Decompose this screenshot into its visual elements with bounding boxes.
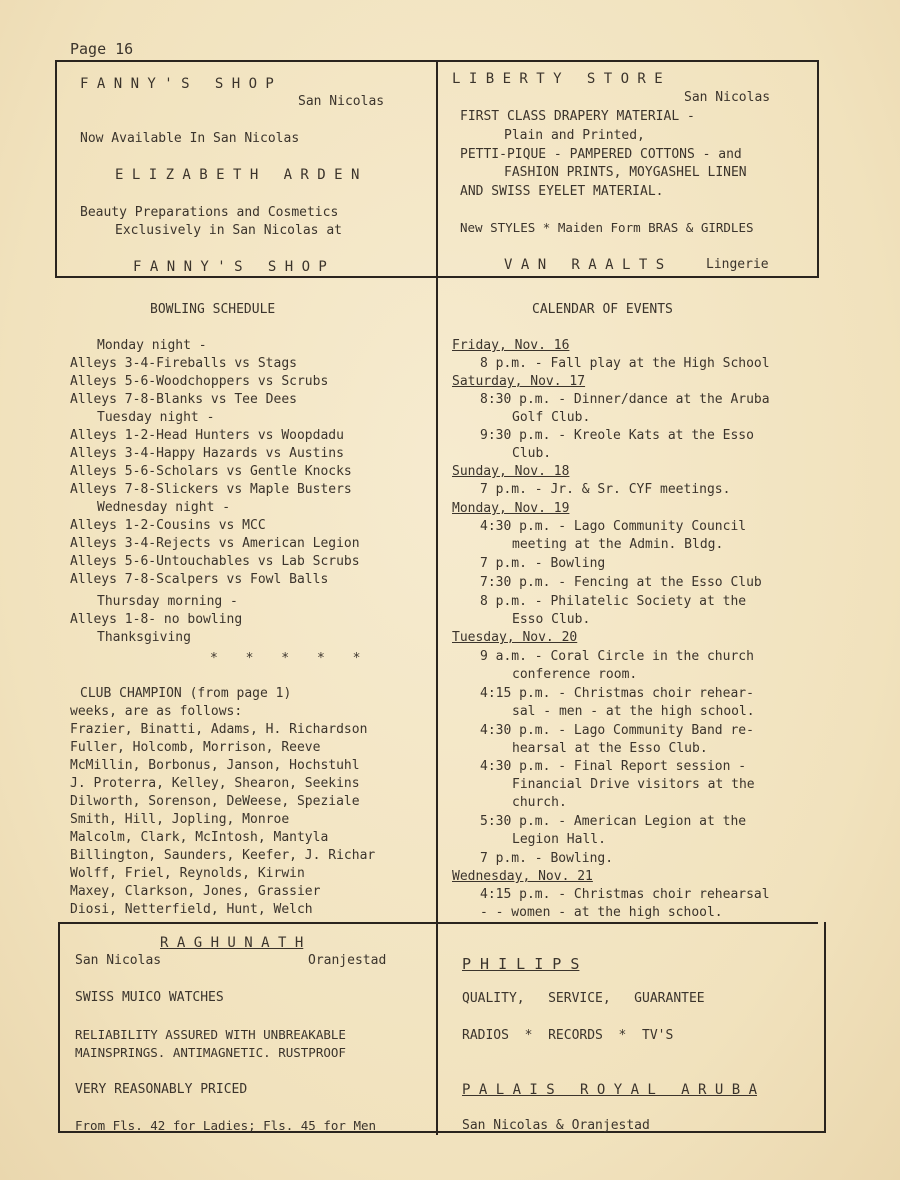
ad-text: New STYLES * Maiden Form BRAS & GIRDLES	[460, 220, 754, 235]
ad-location-left: San Nicolas	[75, 953, 162, 968]
calendar-event: 4:15 p.m. - Christmas choir rehearsal	[480, 887, 770, 902]
bottom-ads-left	[58, 922, 60, 1132]
ad-footer-item: Lingerie	[706, 257, 769, 272]
section-title: CALENDAR OF EVENTS	[532, 302, 673, 317]
calendar-event: 4:30 p.m. - Final Report session -	[480, 759, 747, 774]
calendar-date: Tuesday, Nov. 20	[452, 630, 578, 645]
calendar-event: Club.	[512, 446, 552, 461]
club-line: weeks, are as follows:	[70, 704, 243, 719]
bottom-ads-top	[58, 922, 818, 924]
club-line: Wolff, Friel, Reynolds, Kirwin	[70, 866, 305, 881]
ad-text: VERY REASONABLY PRICED	[75, 1082, 248, 1097]
calendar-event: 7 p.m. - Bowling.	[480, 851, 614, 866]
calendar-event: 4:30 p.m. - Lago Community Band re-	[480, 723, 754, 738]
club-line: Maxey, Clarkson, Jones, Grassier	[70, 884, 321, 899]
schedule-line: Alleys 7-8-Scalpers vs Fowl Balls	[70, 572, 329, 587]
calendar-event: conference room.	[512, 667, 638, 682]
ad-text: SWISS MUICO WATCHES	[75, 990, 224, 1005]
calendar-date: Friday, Nov. 16	[452, 338, 570, 353]
club-line: McMillin, Borbonus, Janson, Hochstuhl	[70, 758, 360, 773]
ad-brand: P A L A I S R O Y A L A R U B A	[462, 1082, 758, 1098]
club-line: Diosi, Netterfield, Hunt, Welch	[70, 902, 313, 917]
ad-title: P H I L I P S	[462, 955, 580, 973]
calendar-event: Financial Drive visitors at the	[512, 777, 755, 792]
ad-text: From Fls. 42 for Ladies; Fls. 45 for Men	[75, 1118, 377, 1133]
ad-locations: San Nicolas & Oranjestad	[462, 1118, 650, 1133]
calendar-event: meeting at the Admin. Bldg.	[512, 537, 724, 552]
club-line: Dilworth, Sorenson, DeWeese, Speziale	[70, 794, 360, 809]
ad-text: Plain and Printed,	[504, 128, 645, 143]
ad-text: Beauty Preparations and Cosmetics	[80, 205, 339, 220]
ad-location: San Nicolas	[298, 94, 385, 109]
calendar-event: 7 p.m. - Bowling	[480, 556, 606, 571]
calendar-date: Wednesday, Nov. 21	[452, 869, 593, 884]
ad-text: PETTI-PIQUE - PAMPERED COTTONS - and	[460, 147, 742, 162]
calendar-event: 8 p.m. - Philatelic Society at the	[480, 594, 747, 609]
ad-brand: E L I Z A B E T H A R D E N	[115, 167, 360, 183]
calendar-event: 7:30 p.m. - Fencing at the Esso Club	[480, 575, 762, 590]
schedule-day: Thursday morning -	[97, 594, 238, 609]
calendar-event: hearsal at the Esso Club.	[512, 741, 708, 756]
calendar-event: 7 p.m. - Jr. & Sr. CYF meetings.	[480, 482, 731, 497]
calendar-date: Saturday, Nov. 17	[452, 374, 586, 389]
calendar-event: sal - men - at the high school.	[512, 704, 755, 719]
ad-text: RELIABILITY ASSURED WITH UNBREAKABLE	[75, 1027, 346, 1042]
calendar-event: Esso Club.	[512, 612, 591, 627]
calendar-event: Legion Hall.	[512, 832, 606, 847]
schedule-line: Alleys 1-2-Cousins vs MCC	[70, 518, 266, 533]
ad-text: AND SWISS EYELET MATERIAL.	[460, 184, 664, 199]
calendar-date: Monday, Nov. 19	[452, 501, 570, 516]
schedule-line: Alleys 5-6-Scholars vs Gentle Knocks	[70, 464, 352, 479]
club-line: Frazier, Binatti, Adams, H. Richardson	[70, 722, 368, 737]
calendar-event: Golf Club.	[512, 410, 591, 425]
ad-text: FASHION PRINTS, MOYGASHEL LINEN	[504, 165, 747, 180]
schedule-line: Alleys 3-4-Happy Hazards vs Austins	[70, 446, 344, 461]
calendar-event: 9 a.m. - Coral Circle in the church	[480, 649, 754, 664]
ad-title: L I B E R T Y S T O R E	[452, 71, 663, 87]
schedule-line: Alleys 3-4-Rejects vs American Legion	[70, 536, 360, 551]
calendar-event: church.	[512, 795, 567, 810]
ad-title: F A N N Y ' S S H O P	[80, 76, 274, 92]
bottom-ads-right	[824, 922, 826, 1132]
ad-footer: F A N N Y ' S S H O P	[133, 259, 327, 275]
club-heading: CLUB CHAMPION (from page 1)	[80, 686, 292, 701]
club-line: Billington, Saunders, Keefer, J. Richar	[70, 848, 376, 863]
schedule-line: Alleys 7-8-Slickers vs Maple Busters	[70, 482, 352, 497]
ad-title: R A G H U N A T H	[160, 935, 304, 951]
schedule-line: Thanksgiving	[97, 630, 191, 645]
calendar-event: 5:30 p.m. - American Legion at the	[480, 814, 747, 829]
club-line: J. Proterra, Kelley, Shearon, Seekins	[70, 776, 360, 791]
frame-right-top	[817, 60, 819, 277]
frame-left-top	[55, 60, 57, 277]
schedule-line: Alleys 5-6-Woodchoppers vs Scrubs	[70, 374, 329, 389]
schedule-line: Alleys 1-8- no bowling	[70, 612, 243, 627]
section-divider: * * * * *	[210, 651, 371, 666]
calendar-event: 9:30 p.m. - Kreole Kats at the Esso	[480, 428, 754, 443]
schedule-line: Alleys 5-6-Untouchables vs Lab Scrubs	[70, 554, 360, 569]
ad-text: MAINSPRINGS. ANTIMAGNETIC. RUSTPROOF	[75, 1045, 346, 1060]
club-line: Smith, Hill, Jopling, Monroe	[70, 812, 290, 827]
ad-location-right: Oranjestad	[308, 953, 387, 968]
calendar-event: 4:15 p.m. - Christmas choir rehear-	[480, 686, 754, 701]
schedule-line: Alleys 3-4-Fireballs vs Stags	[70, 356, 297, 371]
ad-text: QUALITY, SERVICE, GUARANTEE	[462, 991, 705, 1006]
ad-text: Now Available In San Nicolas	[80, 131, 300, 146]
schedule-line: Alleys 1-2-Head Hunters vs Woopdadu	[70, 428, 344, 443]
schedule-day: Tuesday night -	[97, 410, 215, 425]
ad-text: RADIOS * RECORDS * TV'S	[462, 1028, 674, 1043]
ad-text: Exclusively in San Nicolas at	[115, 223, 342, 238]
section-title: BOWLING SCHEDULE	[150, 302, 276, 317]
ad-footer-brand: V A N R A A L T S	[504, 257, 665, 273]
calendar-event: 8 p.m. - Fall play at the High School	[480, 356, 770, 371]
ad-location: San Nicolas	[684, 90, 771, 105]
calendar-event: - - women - at the high school.	[480, 905, 723, 920]
page-number: Page 16	[70, 40, 134, 58]
calendar-event: 8:30 p.m. - Dinner/dance at the Aruba	[480, 392, 770, 407]
column-divider	[436, 60, 438, 1135]
club-line: Malcolm, Clark, McIntosh, Mantyla	[70, 830, 329, 845]
calendar-date: Sunday, Nov. 18	[452, 464, 570, 479]
calendar-event: 4:30 p.m. - Lago Community Council	[480, 519, 747, 534]
club-line: Fuller, Holcomb, Morrison, Reeve	[70, 740, 321, 755]
schedule-day: Monday night -	[97, 338, 207, 353]
ad-text: FIRST CLASS DRAPERY MATERIAL -	[460, 109, 695, 124]
schedule-line: Alleys 7-8-Blanks vs Tee Dees	[70, 392, 297, 407]
schedule-day: Wednesday night -	[97, 500, 231, 515]
